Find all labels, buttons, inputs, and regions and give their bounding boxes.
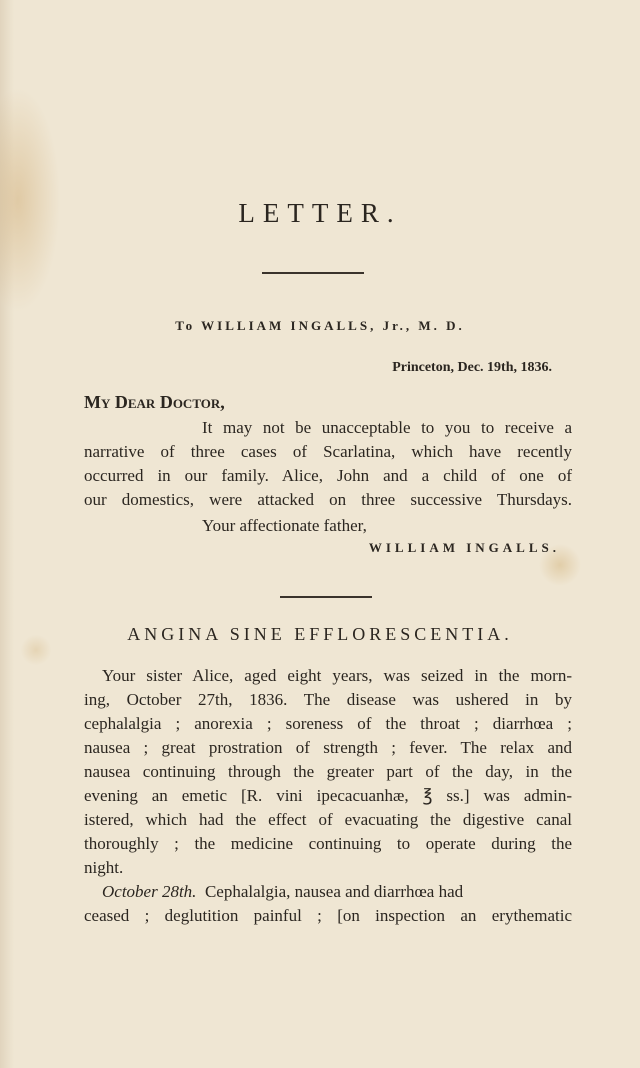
narrative-line: night. [84, 858, 124, 877]
entry-text: Cephalalgia, nausea and diarrhœa had [196, 882, 464, 901]
page-title: LETTER. [238, 198, 402, 228]
signature: WILLIAM INGALLS. [368, 540, 560, 555]
salutation: My Dear Doctor, [84, 392, 225, 412]
letter-body-line: It may not be unacceptable to you to receive a [202, 418, 572, 437]
letter-body [84, 416, 572, 512]
narrative-line: cephalalgia ; anorexia ; soreness of the throat ; diarrhœa ; [84, 714, 572, 733]
narrative-line: nausea ; great prostration of strength ; fever. The relax and [84, 738, 572, 757]
narrative-line: ceased ; deglutition painful ; [on inspection an erythematic [84, 906, 572, 925]
letter-body-line: narrative of three cases of Scarlatina, which have recently [84, 442, 572, 461]
narrative-line: ing, October 27th, 1836. The disease was ushered in by [84, 690, 572, 709]
narrative-line: thoroughly ; the medicine continuing to operate during the [84, 834, 572, 853]
letter-body-line: our domestics, were attacked on three successive Thursdays. [84, 490, 572, 509]
narrative-line: evening an emetic [R. vini ipecacuanhæ, ℥ ss.] was admin- [84, 786, 572, 805]
section-heading: ANGINA SINE EFFLORESCENTIA. [127, 624, 513, 644]
case-narrative [84, 664, 572, 928]
narrative-line: nausea continuing through the greater part of the day, in the [84, 762, 572, 781]
narrative-line: Your sister Alice, aged eight years, was seized in the morn- [102, 666, 572, 685]
addressee-line: To WILLIAM INGALLS, Jr., M. D. [175, 318, 465, 333]
place-date: Princeton, Dec. 19th, 1836. [392, 360, 552, 375]
section-rule [280, 596, 372, 598]
narrative-line [84, 880, 572, 904]
title-rule [262, 272, 364, 274]
entry-date: October 28th. [102, 882, 197, 901]
letter-closing: Your affectionate father, [202, 516, 367, 535]
narrative-line: istered, which had the effect of evacuating the digestive canal [84, 810, 572, 829]
letter-body-line: occurred in our family. Alice, John and a child of one of [84, 466, 572, 485]
